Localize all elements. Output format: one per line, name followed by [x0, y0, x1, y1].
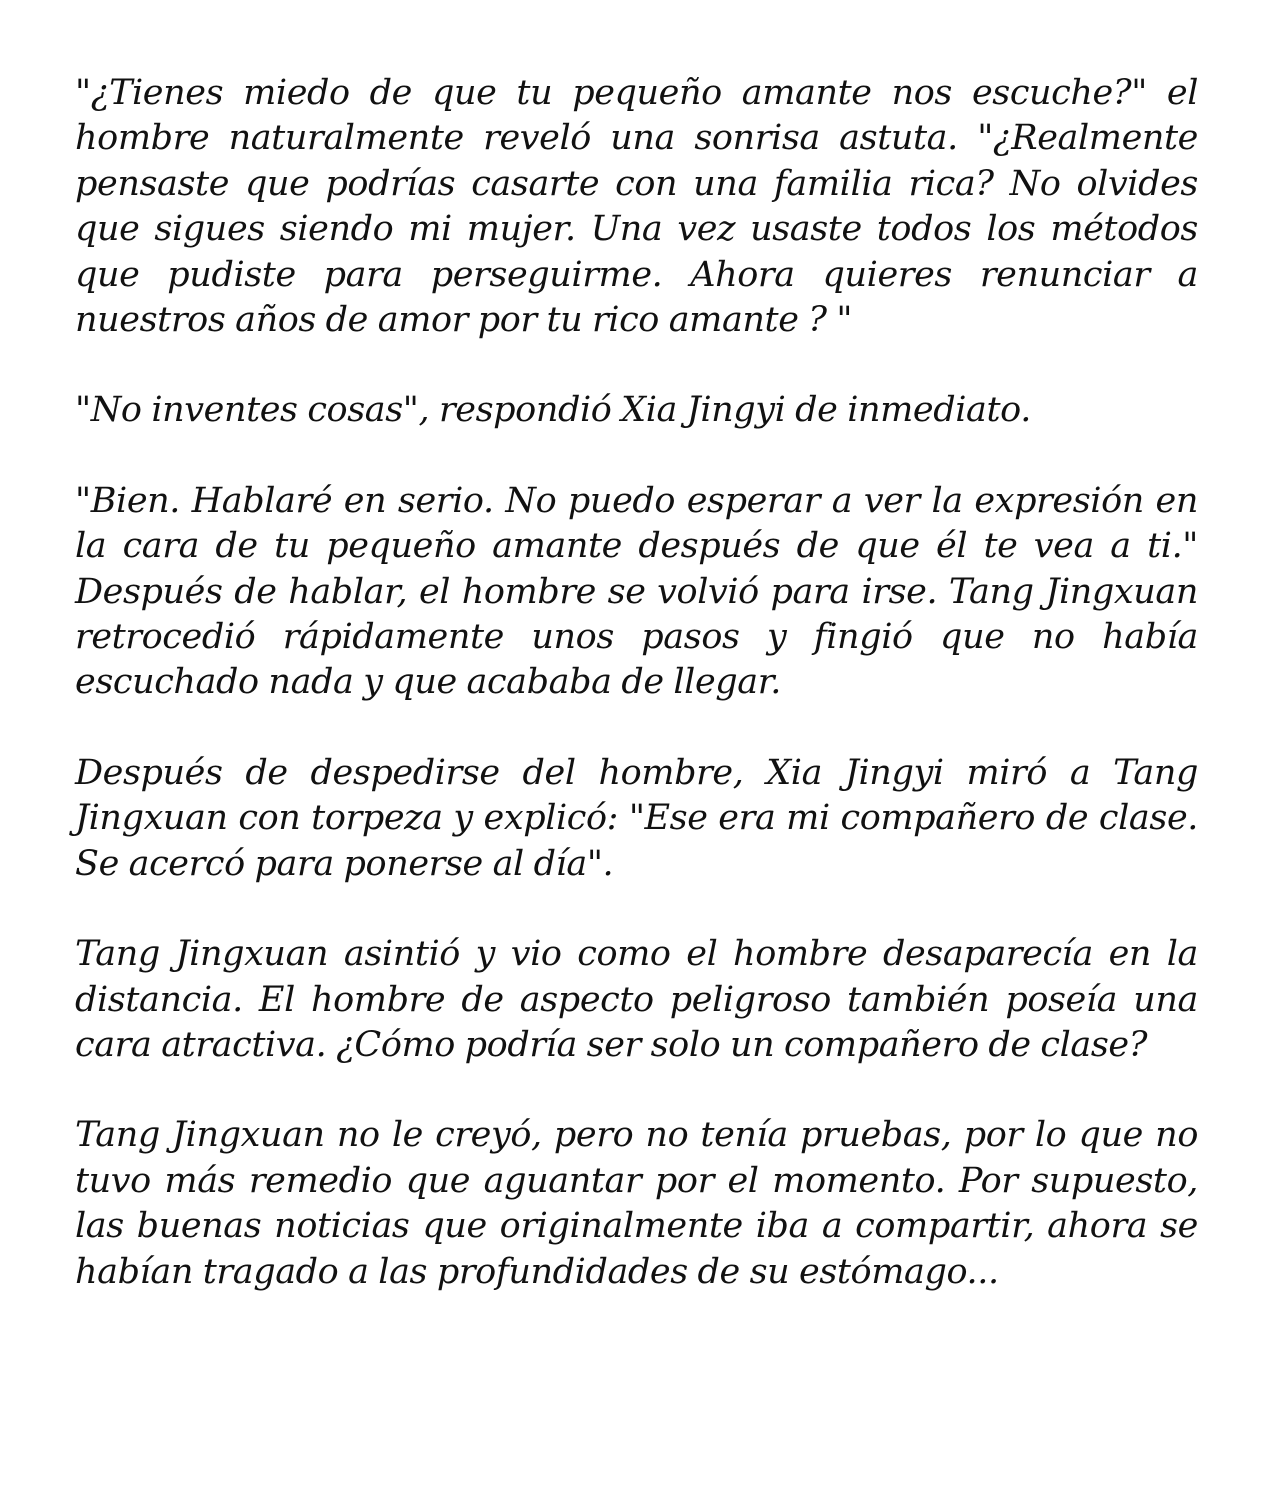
paragraph-3: "Bien. Hablaré en serio. No puedo esperar a ver la expresión en la cara de tu pequeño amante después de que él te vea a ti." Después de hablar, el hombre se volvió para irse. Tang Jingxuan retrocedió rápidamente unos pasos y fingió que no había escuchado nada y que acababa de llegar.: [75, 480, 1198, 703]
paragraph-1: "¿Tienes miedo de que tu pequeño amante nos escuche?" el hombre naturalmente reveló una sonrisa astuta. "¿Realmente pensaste que podrías casarte con una familia rica? No olvides que sigues siendo mi mujer. Una vez usaste todos los métodos que pudiste para perseguirme. Ahora quieres renunciar a nuestros años de amor por tu rico amante ? ": [75, 73, 1198, 341]
paragraph-6: Tang Jingxuan no le creyó, pero no tenía pruebas, por lo que no tuvo más remedio que aguantar por el momento. Por supuesto, las buenas noticias que originalmente iba a compartir, ahora se habían tragado a las profundidades de su estómago...: [75, 1115, 1198, 1292]
paragraph-5: Tang Jingxuan asintió y vio como el hombre desaparecía en la distancia. El hombre de aspecto peligroso también poseía una cara atractiva. ¿Cómo podría ser solo un compañero de clase?: [75, 934, 1198, 1065]
paragraph-2: "No inventes cosas", respondió Xia Jingyi de inmediato.: [75, 390, 1031, 431]
paragraph-4: Después de despedirse del hombre, Xia Jingyi miró a Tang Jingxuan con torpeza y explicó: "Ese era mi compañero de clase. Se acercó para ponerse al día".: [75, 752, 1198, 884]
